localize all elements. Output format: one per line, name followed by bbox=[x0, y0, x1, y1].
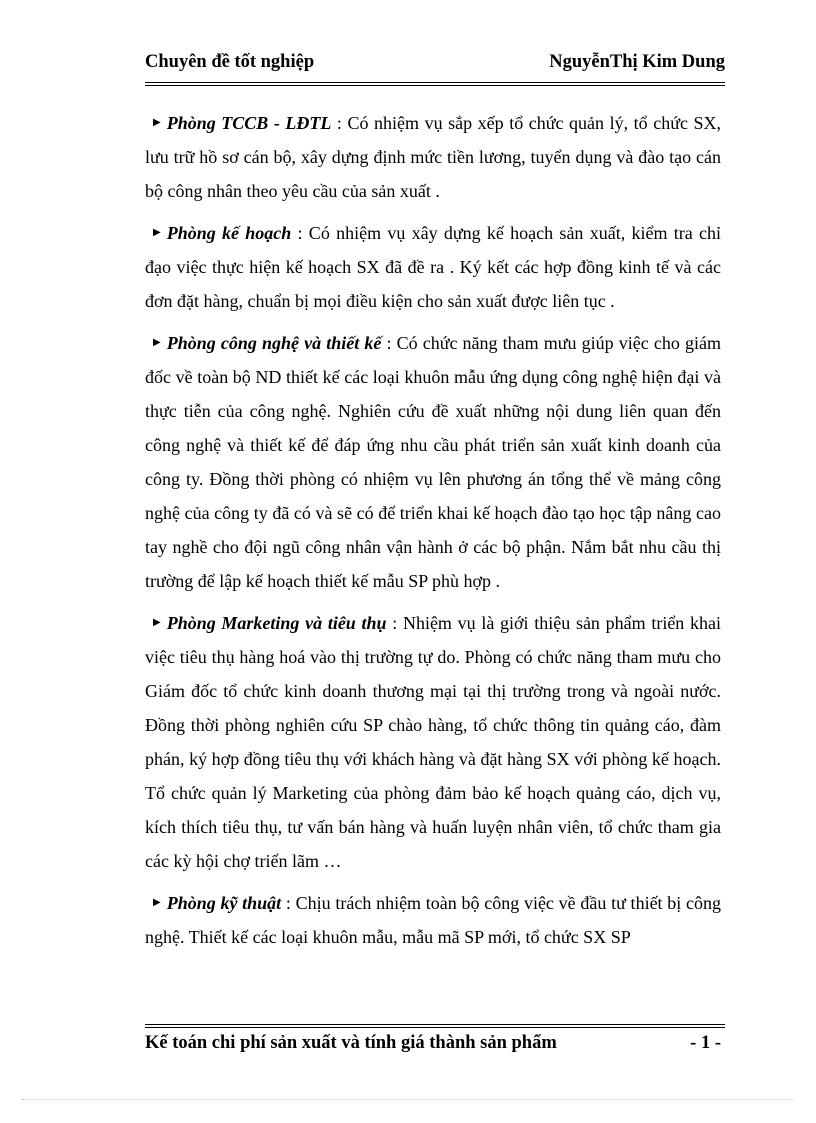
footer-rule bbox=[145, 1024, 725, 1028]
paragraph-tccb bbox=[145, 106, 721, 208]
triangle-bullet-icon: ▶ bbox=[153, 337, 161, 348]
paragraph-term: Phòng Marketing và tiêu thụ bbox=[166, 613, 387, 633]
triangle-bullet-icon: ▶ bbox=[153, 617, 161, 628]
paragraph-ke-hoach bbox=[145, 216, 721, 318]
paragraph-text: : Có nhiệm vụ sắp xếp tổ chức quản lý, tổ chức SX, lưu trữ hồ sơ cán bộ, xây dựng định mức tiền lương, tuyển dụng và đào tạo cán bộ công nhân theo yêu cầu của sản xuất . bbox=[145, 113, 721, 201]
paragraph-text: : Nhiệm vụ là giới thiệu sản phẩm triển khai việc tiêu thụ hàng hoá vào thị trường tự do. Phòng có chức năng tham mưu cho Giám đốc tổ chức kinh doanh thương mại tại thị trường trong và ngoài nước. Đồng thời phòng nghiên cứu SP chào hàng, tổ chức thông tin quảng cáo, đàm phán, ký hợp đồng tiêu thụ với khách hàng và đặt hàng SX với phòng kế hoạch. Tổ chức quản lý Marketing của phòng đảm bảo kế hoạch quảng cáo, dịch vụ, kích thích tiêu thụ, tư vấn bán hàng và huấn luyện nhân viên, tổ chức tham gia các kỳ hội chợ triển lãm … bbox=[145, 613, 721, 871]
footer-title: Kế toán chi phí sản xuất và tính giá thành sản phẩm bbox=[145, 1033, 557, 1053]
document-body bbox=[145, 106, 721, 962]
header-author: NguyễnThị Kim Dung bbox=[549, 52, 725, 72]
triangle-bullet-icon: ▶ bbox=[153, 117, 161, 128]
paragraph-marketing bbox=[145, 606, 721, 878]
page-number: - 1 - bbox=[690, 1033, 721, 1053]
page-edge-divider bbox=[22, 1099, 794, 1100]
paragraph-term: Phòng kế hoạch bbox=[166, 223, 292, 243]
header-title: Chuyên đề tốt nghiệp bbox=[145, 52, 315, 72]
page-header bbox=[145, 50, 725, 80]
paragraph-term: Phòng công nghệ và thiết kế bbox=[166, 333, 382, 353]
paragraph-term: Phòng kỹ thuật bbox=[166, 893, 282, 913]
triangle-bullet-icon: ▶ bbox=[153, 897, 161, 908]
paragraph-term: Phòng TCCB - LĐTL bbox=[166, 113, 332, 133]
paragraph-text: : Có nhiệm vụ xây dựng kế hoạch sản xuất, kiểm tra chỉ đạo việc thực hiện kế hoạch SX đã đề ra . Ký kết các hợp đồng kinh tế và các đơn đặt hàng, chuẩn bị mọi điều kiện cho sản xuất được liên tục . bbox=[145, 223, 721, 311]
paragraph-cong-nghe bbox=[145, 326, 721, 598]
paragraph-text: : Chịu trách nhiệm toàn bộ công việc về đầu tư thiết bị công nghệ. Thiết kế các loại khuôn mẫu, mẫu mã SP mới, tổ chức SX SP bbox=[145, 893, 721, 947]
paragraph-text: : Có chức năng tham mưu giúp việc cho giám đốc về toàn bộ ND thiết kế các loại khuôn mẫu ứng dụng công nghệ hiện đại và thực tiễn của công nghệ. Nghiên cứu đề xuất những nội dung liên quan đến công nghệ và thiết kế để đáp ứng nhu cầu phát triển sản xuất kinh doanh của công ty. Đồng thời phòng có nhiệm vụ lên phương án tổng thể về mảng công nghệ của công ty đã có và sẽ có để triển khai kế hoạch đào tạo học tập nâng cao tay nghề cho đội ngũ công nhân vận hành ở các bộ phận. Nắm bắt nhu cầu thị trường để lập kế hoạch thiết kế mẫu SP phù hợp . bbox=[145, 333, 721, 591]
triangle-bullet-icon: ▶ bbox=[153, 227, 161, 238]
paragraph-ky-thuat bbox=[145, 886, 721, 954]
header-rule bbox=[145, 82, 725, 86]
